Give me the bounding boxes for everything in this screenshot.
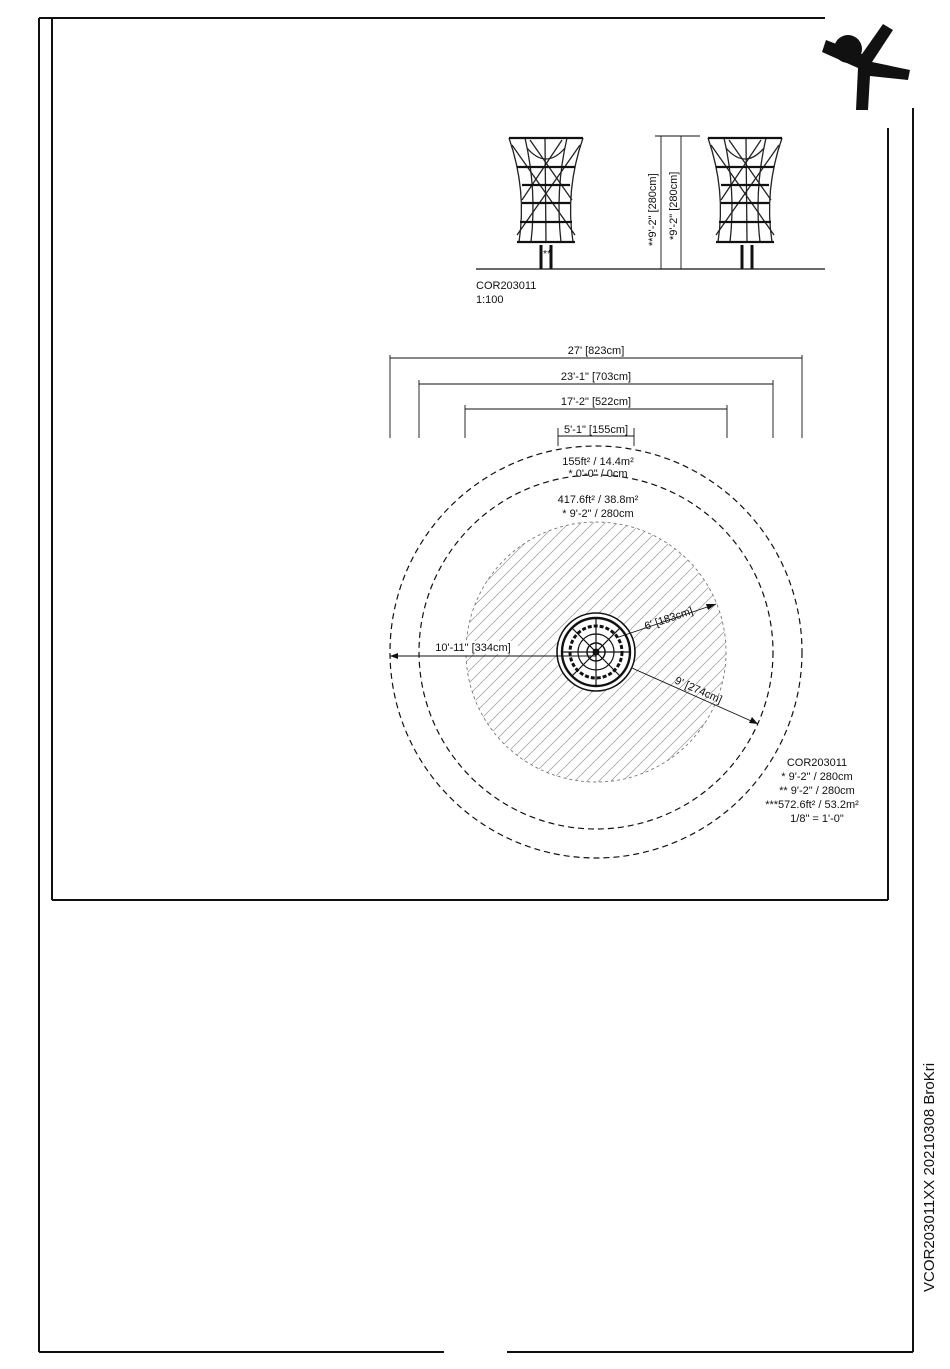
hatch-line <box>158 502 458 802</box>
hatch-line <box>626 502 926 802</box>
hatch-line <box>746 502 950 802</box>
dim-width-5: 5'-1" [155cm] <box>563 424 629 436</box>
legend-line-3: ***572.6ft² / 53.2m² <box>765 799 859 811</box>
side-view-product-code: COR203011 <box>476 280 537 292</box>
dim-width-27: 27' [823cm] <box>567 345 625 357</box>
tower-elevation-left <box>509 138 583 269</box>
dim-radius-274: 9' [274cm] <box>672 674 724 707</box>
hatch-line <box>506 502 806 802</box>
document-id-vertical-text: VCOR203011XX 20210308 BroKri <box>921 1062 938 1292</box>
mid-area-label: 417.6ft² / 38.8m² <box>557 494 639 506</box>
legend-code: COR203011 <box>786 757 848 769</box>
plan-view <box>146 345 950 858</box>
radius-dimension-6ft <box>616 604 716 638</box>
side-view <box>476 136 825 306</box>
mid-height-label: * 9'-2" / 280cm <box>562 508 634 520</box>
inner-height-label: * 0'-0" / 0cm <box>568 468 628 480</box>
height-dim-double-star: **9'-2" [280cm] <box>647 173 659 246</box>
inner-area-label: 155ft² / 14.4m² <box>562 456 634 468</box>
dim-radius-334: 10'-11" [334cm] <box>435 642 511 654</box>
svg-text:**: ** <box>543 248 552 260</box>
dim-width-23: 23'-1" [703cm] <box>560 371 632 383</box>
side-view-scale: 1:100 <box>476 294 504 306</box>
hatch-line <box>602 502 902 802</box>
legend-line-2: ** 9'-2" / 280cm <box>779 785 855 797</box>
height-dim-single-star: *9'-2" [280cm] <box>668 171 680 240</box>
equipment-plan-symbol <box>557 613 635 691</box>
height-dimensions <box>647 136 700 269</box>
hatch-line <box>266 502 566 802</box>
legend-scale: 1/8" = 1'-0" <box>790 813 844 825</box>
width-dimensions <box>390 345 802 446</box>
hatch-line <box>494 502 794 802</box>
radius-dimension-9ft <box>632 668 758 724</box>
dim-width-17: 17'-2" [522cm] <box>560 396 632 408</box>
plan-legend <box>765 757 859 825</box>
hatch-line <box>170 502 470 802</box>
dim-radius-183: 6' [183cm] <box>643 605 695 633</box>
sheet-frame <box>39 18 913 1352</box>
hatch-line <box>146 502 446 802</box>
hatch-line <box>614 502 914 802</box>
tower-elevation-right <box>708 138 782 269</box>
company-logo-figure-icon <box>822 24 910 110</box>
legend-line-1: * 9'-2" / 280cm <box>781 771 853 783</box>
